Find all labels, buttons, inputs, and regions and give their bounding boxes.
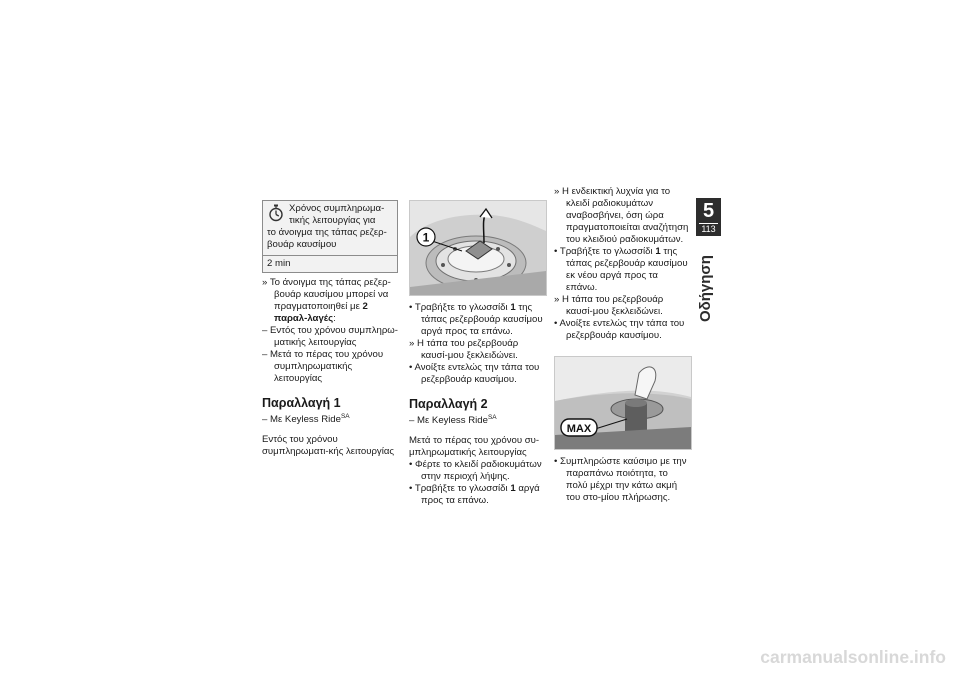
- dash-item: – Εντός του χρόνου συμπληρω-ματικής λειτουργίας: [262, 325, 398, 348]
- result-text: » Το άνοιγμα της τάπας ρεζερ-βουάρ καυσίμου μπορεί να πραγματοποιηθεί με 2 παραλ-λαγές:: [262, 277, 391, 324]
- column-2: [409, 200, 545, 507]
- result-text: » Η τάπα του ρεζερβουάρ καυσί-μου ξεκλειδώνει.: [409, 338, 519, 361]
- dash-item: – Με Keyless Ride$^{SA}$: [262, 412, 350, 425]
- bullet-item: • Ανοίξτε εντελώς την τάπα του ρεζερβουάρ καυσίμου.: [409, 362, 540, 385]
- info-text-2: το άνοιγμα της τάπας ρεζερ-βουάρ καυσίμου: [267, 227, 387, 250]
- dash-item: – Μετά το πέρας του χρόνου συμπληρωματικής λειτουργίας: [262, 349, 384, 384]
- chapter-number: 5: [702, 200, 715, 222]
- section-heading: Παραλλαγή 1: [262, 396, 341, 410]
- dash-item: – Με Keyless Ride$^{SA}$: [409, 413, 497, 426]
- chapter-tab: [696, 198, 721, 236]
- result-text: » Η τάπα του ρεζερβουάρ καυσί-μου ξεκλειδώνει.: [554, 294, 664, 317]
- fuel-filler-illustration: [555, 357, 691, 449]
- bullet-item: • Τραβήξτε το γλωσσίδι 1 της τάπας ρεζερβουάρ καυσίμου εκ νέου αργά προς τα επάνω.: [554, 246, 688, 293]
- bullet-item: • Τραβήξτε το γλωσσίδι 1 αργά προς τα επάνω.: [409, 483, 540, 506]
- fuel-cap-illustration: [410, 201, 546, 295]
- chapter-title: Οδήγηση: [697, 255, 714, 322]
- paragraph: Μετά το πέρας του χρόνου συ-μπληρωματικής λειτουργίας: [409, 435, 540, 458]
- bullet-item: • Ανοίξτε εντελώς την τάπα του ρεζερβουάρ καυσίμου.: [554, 318, 685, 341]
- bullet-item: • Συμπληρώστε καύσιμο με την παραπάνω ποιότητα, το πολύ μέχρι την κάτω ακμή του στο-μίου πλήρωσης.: [554, 456, 687, 503]
- figure-fuel-cap: [409, 200, 547, 296]
- page-number: 113: [699, 223, 718, 235]
- figure-label: MAX: [566, 423, 592, 435]
- figure-fuel-level: [554, 356, 692, 450]
- watermark: carmanualsonline.info: [760, 647, 946, 667]
- stopwatch-icon: [268, 204, 284, 222]
- info-text-1: Χρόνος συμπληρωμα-τικής λειτουργίας για: [289, 203, 385, 226]
- bullet-item: • Τραβήξτε το γλωσσίδι 1 της τάπας ρεζερβουάρ καυσίμου αργά προς τα επάνω.: [409, 302, 543, 337]
- section-heading: Παραλλαγή 2: [409, 397, 488, 411]
- column-1: [262, 200, 398, 458]
- bullet-item: • Φέρτε το κλειδί ραδιοκυμάτων στην περιοχή λήψης.: [409, 459, 542, 482]
- paragraph: Εντός του χρόνου συμπληρωματι-κής λειτουργίας: [262, 434, 395, 457]
- info-duration: 2 min: [267, 258, 291, 269]
- column-3: [554, 186, 690, 504]
- result-text: » Η ενδεικτική λυχνία για το κλειδί ραδιοκυμάτων αναβοσβήνει, όση ώρα πραγματοποιείται αναζήτηση του κλειδιού ραδιοκυμάτων.: [554, 186, 689, 245]
- info-box: [262, 200, 398, 273]
- figure-callout: 1: [422, 230, 430, 245]
